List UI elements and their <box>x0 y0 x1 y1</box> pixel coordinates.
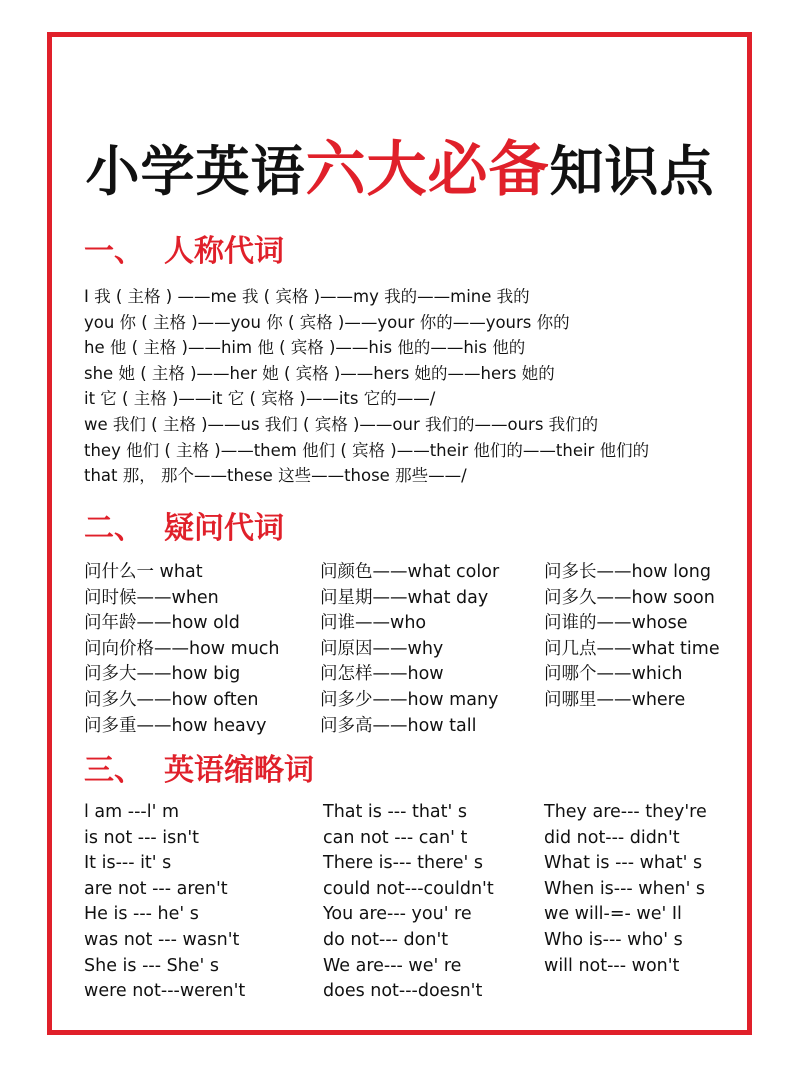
list-item: you 你 ( 主格 )——you 你 ( 宾格 )——your 你的——yours 你的 <box>84 312 570 332</box>
list-item: 问多大——how big <box>84 664 241 685</box>
personal-pronoun-list <box>84 284 649 489</box>
list-item: They are--- they're <box>544 802 707 822</box>
list-item: could not---couldn't <box>323 878 494 899</box>
list-item: l am ---l' m <box>84 802 179 822</box>
page-title <box>0 135 800 207</box>
list-item: 问谁的——whose <box>544 613 688 634</box>
contractions-column-3 <box>544 800 707 979</box>
list-item: was not --- wasn't <box>84 929 240 950</box>
section-number: 二、 <box>84 511 144 546</box>
list-item: 问多重——how heavy <box>84 715 267 736</box>
list-item: 问哪里——where <box>544 689 686 710</box>
list-item: 问什么一 what <box>84 562 203 582</box>
list-item: I 我 ( 主格 ) ——me 我 ( 宾格 )——my 我的——mine 我的 <box>84 287 530 306</box>
list-item: we 我们 ( 主格 )——us 我们 ( 宾格 )——our 我们的——ours 我们的 <box>84 414 599 434</box>
list-item: are not --- aren't <box>84 878 228 899</box>
list-item: That is --- that' s <box>323 802 468 822</box>
section-heading-interrogative-pronouns <box>84 509 284 549</box>
list-item: it 它 ( 主格 )——it 它 ( 宾格 )——its 它的——/ <box>84 389 436 409</box>
list-item: does not---doesn't <box>323 981 483 1002</box>
list-item: 问怎样——how <box>320 664 444 685</box>
list-item: He is --- he' s <box>84 904 199 925</box>
list-item: 问几点——what time <box>544 638 720 659</box>
list-item: 问多高——how tall <box>320 715 477 736</box>
list-item: will not--- won't <box>544 955 680 976</box>
section-number: 一、 <box>84 234 144 269</box>
contractions-column-2 <box>323 800 494 1005</box>
interrogative-column-3 <box>544 560 720 714</box>
list-item: she 她 ( 主格 )——her 她 ( 宾格 )——hers 她的——hers 她的 <box>84 363 555 383</box>
section-title: 疑问代词 <box>164 511 284 546</box>
section-title: 人称代词 <box>164 234 284 269</box>
list-item: is not --- isn't <box>84 827 200 848</box>
interrogative-column-1 <box>84 560 280 739</box>
list-item: 问颜色——what color <box>320 562 500 582</box>
list-item: 问哪个——which <box>544 664 683 685</box>
title-part-2-highlight: 六大必备 <box>305 135 550 205</box>
list-item: 问谁——who <box>320 613 427 634</box>
contractions-column-1 <box>84 800 245 1005</box>
list-item: 问原因——why <box>320 638 444 659</box>
list-item: can not --- can' t <box>323 827 468 848</box>
section-heading-personal-pronouns <box>84 232 284 272</box>
list-item: we will-=- we' Il <box>544 904 682 925</box>
list-item: that 那， 那个——these 这些——those 那些——/ <box>84 466 467 486</box>
list-item: When is--- when' s <box>544 878 706 899</box>
list-item: Who is--- who' s <box>544 929 683 950</box>
list-item: 问年龄——how old <box>84 613 240 634</box>
section-title: 英语缩略词 <box>164 753 314 788</box>
list-item: 问多久——how often <box>84 689 259 710</box>
list-item: There is--- there' s <box>323 853 483 874</box>
interrogative-column-2 <box>320 560 499 739</box>
list-item: do not--- don't <box>323 929 449 950</box>
list-item: What is --- what' s <box>544 853 703 874</box>
section-heading-contractions <box>84 751 314 791</box>
list-item: She is --- She' s <box>84 955 220 976</box>
list-item: We are--- we' re <box>323 955 462 976</box>
list-item: they 他们 ( 主格 )——them 他们 ( 宾格 )——their 他们的——their 他们的 <box>84 440 650 460</box>
list-item: You are--- you' re <box>323 904 472 925</box>
list-item: It is--- it' s <box>84 853 172 874</box>
list-item: 问星期——what day <box>320 587 489 608</box>
list-item: did not--- didn't <box>544 827 680 848</box>
list-item: 问多久——how soon <box>544 587 715 608</box>
list-item: 问多长——how long <box>544 562 711 582</box>
list-item: were not---weren't <box>84 981 246 1002</box>
list-item: 问多少——how many <box>320 689 499 710</box>
list-item: 问向价格——how much <box>84 638 280 659</box>
list-item: he 他 ( 主格 )——him 他 ( 宾格 )——his 他的——his 他的 <box>84 338 526 358</box>
title-part-3: 知识点 <box>549 140 715 203</box>
list-item: 问时候——when <box>84 587 219 608</box>
section-number: 三、 <box>84 753 144 788</box>
title-part-1: 小学英语 <box>85 140 306 203</box>
